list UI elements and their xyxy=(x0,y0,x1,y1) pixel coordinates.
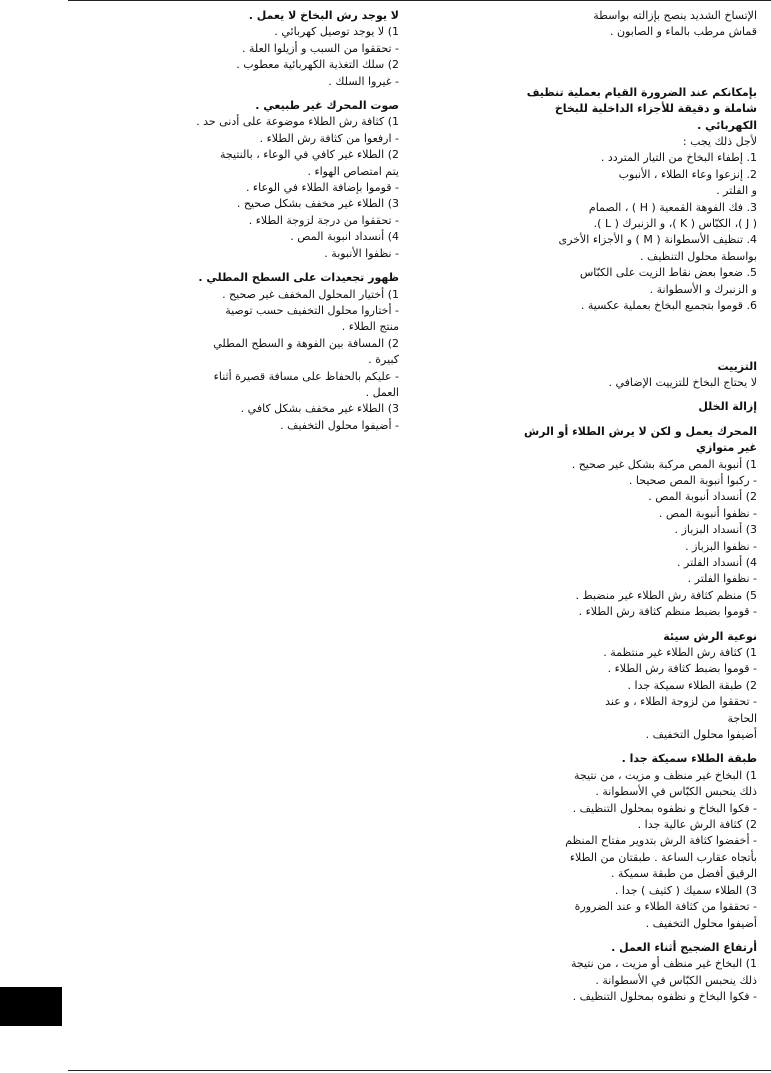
right-column-text-line: ( J )، الكبّاس ( K )، و الزنبرك ( L ). xyxy=(593,217,757,231)
right-column-text-line: الإتساخ الشديد ينصح بإزالته بواسطة xyxy=(593,9,757,22)
right-column-text-line: و الفلتر . xyxy=(716,184,757,198)
left-column-text-line: - أختاروا محلول التخفيف حسب توصية xyxy=(225,303,399,317)
spacer xyxy=(542,391,757,399)
left-column-text-line: - قوموا بإضافة الطلاء في الوعاء . xyxy=(245,181,399,195)
spacer xyxy=(542,621,757,629)
right-column-text-line: 5) منظم كثافة رش الطلاء غير منضبط . xyxy=(575,588,757,602)
left-column-text-line: 2) سلك التغذية الكهربائية معطوب . xyxy=(236,58,399,72)
spacer xyxy=(542,416,757,424)
right-column-text-line: لأجل ذلك يجب : xyxy=(682,135,757,149)
right-column-heading: إزالة الخلل xyxy=(698,400,757,414)
right-column-text-line: أضيفوا محلول التخفيف . xyxy=(645,728,757,742)
right-column-text-line: بأتجاه عقارب الساعة . طبقتان من الطلاء xyxy=(569,850,757,864)
right-column-text-line: - تحققوا من لزوجة الطلاء ، و عند xyxy=(605,695,757,709)
right-column-text-line: 2) طبقة الطلاء سميكة جدا . xyxy=(627,678,757,692)
right-column-text-line: ذلك ينحبس الكبّاس في الأسطوانة . xyxy=(595,785,757,799)
right-column-text-line: 2. إنزعوا وعاء الطلاء ، الأنبوب xyxy=(618,167,757,181)
right-column-text-line: أضيفوا محلول التخفيف . xyxy=(645,916,757,930)
left-column-text-line: - عليكم بالحفاظ على مسافة قصيرة أثناء xyxy=(213,369,399,383)
right-column-text-line: الرقيق أفضل من طبقة سميكة . xyxy=(610,867,757,881)
spacer xyxy=(231,90,399,98)
right-column-text-line: - فكوا البخاخ و نظفوه بمحلول التنظيف . xyxy=(572,990,757,1004)
right-column-text-line: الحاجة xyxy=(727,711,757,725)
right-column-text-line: - نظفوا البزباز . xyxy=(685,539,757,553)
left-column-text-line: - أضيفوا محلول التخفيف . xyxy=(280,418,399,432)
right-column-text-line: 5. ضعوا بعض نقاط الزيت على الكبّاس xyxy=(579,266,757,280)
left-column-text-line: - تحققوا من درجة لزوجة الطلاء . xyxy=(248,213,399,227)
spacer xyxy=(231,262,399,270)
left-column-text-line: 4) أنسداد انبوبة المص . xyxy=(290,230,399,244)
right-column-text-line: 1. إطفاء البخاخ من التيار المتردد . xyxy=(600,151,757,165)
left-column-heading: صوت المحرك غير طبيعي . xyxy=(255,99,399,113)
right-column-text-line: بواسطة محلول التنظيف . xyxy=(639,249,757,263)
right-column-text-line: قماش مرطب بالماء و الصابون . xyxy=(610,25,757,39)
left-column-text-line: 3) الطلاء غير مخفف بشكل صحيح . xyxy=(236,197,399,211)
right-column-text-line: 1) كثافة رش الطلاء غير منتظمة . xyxy=(603,646,757,659)
top-rule xyxy=(68,0,771,1)
right-column-text-line: 1) البخاخ غير منظف أو مزيت ، من نتيجة xyxy=(570,957,757,971)
right-column-heading: المحرك يعمل و لكن لا يرش الطلاء أو الرش xyxy=(523,424,757,438)
right-column-text-line: 1) أنبوبة المص مركبة بشكل غير صحيح . xyxy=(571,457,757,471)
right-column-text-line: ذلك ينحبس الكبّاس في الأسطوانة . xyxy=(595,973,757,987)
left-column-heading: لا يوجد رش البخاخ لا يعمل . xyxy=(248,9,399,22)
left-column-heading: ظهور تجعيدات على السطح المطلي . xyxy=(198,271,399,285)
right-column-text-line: لا يحتاج البخاخ للتزييت الإضافي . xyxy=(608,375,757,389)
spacer xyxy=(542,932,757,940)
right-column-text-line: - نظفوا الفلتر . xyxy=(687,572,757,586)
right-column-text-line: 4) أنسداد الفلتر . xyxy=(677,555,757,569)
left-column-text-line: 1) كثافة رش الطلاء موضوعة على أدنى حد . xyxy=(196,115,399,129)
right-column-text-line: 2) كثافة الرش عالية جدا . xyxy=(637,818,757,832)
right-column-text-line: 2) أنسداد أنبوبة المص . xyxy=(648,490,757,504)
left-column-text-line: 2) الطلاء غير كافي في الوعاء ، بالنتيجة xyxy=(220,148,399,162)
right-column-text-line: 3. فك الفوهة القمعية ( H ) ، الصمام xyxy=(588,200,757,214)
right-column-text-line: 3) أنسداد البزباز . xyxy=(674,523,757,537)
right-column-heading: نوعية الرش سيئة xyxy=(663,629,757,643)
spacer xyxy=(542,41,757,85)
right-column-text-line: - أخفضوا كثافة الرش بتدوير مفتاح المنظم xyxy=(565,834,757,848)
left-column-text-line: - تحققوا من السبب و أزيلوا العلة . xyxy=(242,41,399,55)
spacer xyxy=(542,743,757,751)
left-column-text-line: العمل . xyxy=(365,385,399,399)
bottom-rule xyxy=(68,1070,771,1071)
right-column-text-line: 1) البخاخ غير منظف و مزيت ، من نتيجة xyxy=(574,768,757,782)
right-column-heading: أرتفاع الضجيج أثناء العمل . xyxy=(611,940,757,954)
right-column-heading: شاملة و دقيقة للأجزاء الداخلية للبخاخ xyxy=(554,102,757,116)
right-column-text-line: 4. تنظيف الأسطوانة ( M ) و الأجزاء الأخرى xyxy=(558,233,757,247)
page-side-tab xyxy=(0,987,62,1026)
left-column-text-line: - غيروا السلك . xyxy=(328,74,399,88)
right-column-text-line: - ركبوا أنبوبة المص صحيحا . xyxy=(628,473,757,487)
left-column-text-line: 2) المسافة بين الفوهة و السطح المطلي xyxy=(213,336,399,350)
right-column-text-line: و الزنبرك و الأسطوانة . xyxy=(649,282,757,296)
spacer xyxy=(542,315,757,359)
left-column-text-line: - نظفوا الأنبوبة . xyxy=(324,246,399,260)
right-text-column xyxy=(523,8,757,1006)
right-column-heading: طبقة الطلاء سميكة جدا . xyxy=(621,752,757,766)
left-column-text-line: يتم امتصاص الهواء . xyxy=(307,164,399,178)
left-column-text-line: 3) الطلاء غير مخفف بشكل كافي . xyxy=(240,402,399,416)
right-column-text-line: - فكوا البخاخ و نظفوه بمحلول التنظيف . xyxy=(572,801,757,815)
left-column-text-line: 1) لا يوجد توصيل كهربائي . xyxy=(274,25,399,39)
right-column-text-line: - تحققوا من كثافة الطلاء و عند الضرورة xyxy=(574,900,757,914)
right-column-text-line: - نظفوا أنبوبة المص . xyxy=(658,506,757,520)
left-column-text-line: 1) أختيار المحلول المخفف غير صحيح . xyxy=(222,287,399,301)
right-column-text-line: - قوموا بضبط منظم كثافة رش الطلاء . xyxy=(578,605,757,619)
left-column-text-line: - ارفعوا من كثافة رش الطلاء . xyxy=(259,131,399,145)
left-column-text-line: كبيرة . xyxy=(368,353,399,367)
right-column-heading: التزييت xyxy=(717,359,757,373)
right-column-heading: بإمكانكم عند الضرورة القيام بعملية تنظيف xyxy=(526,85,757,99)
right-column-text-line: - قوموا بضبط كثافة رش الطلاء . xyxy=(607,662,757,676)
right-column-text-line: 3) الطلاء سميك ( كثيف ) جدا . xyxy=(614,883,757,897)
right-column-text-line: 6. قوموا بتجميع البخاخ بعملية عكسية . xyxy=(580,299,757,313)
left-text-column xyxy=(196,8,399,434)
right-column-heading: غير متوازي xyxy=(695,441,757,455)
right-column-heading: الكهربائي . xyxy=(697,118,757,132)
left-column-text-line: منتج الطلاء . xyxy=(341,320,399,334)
